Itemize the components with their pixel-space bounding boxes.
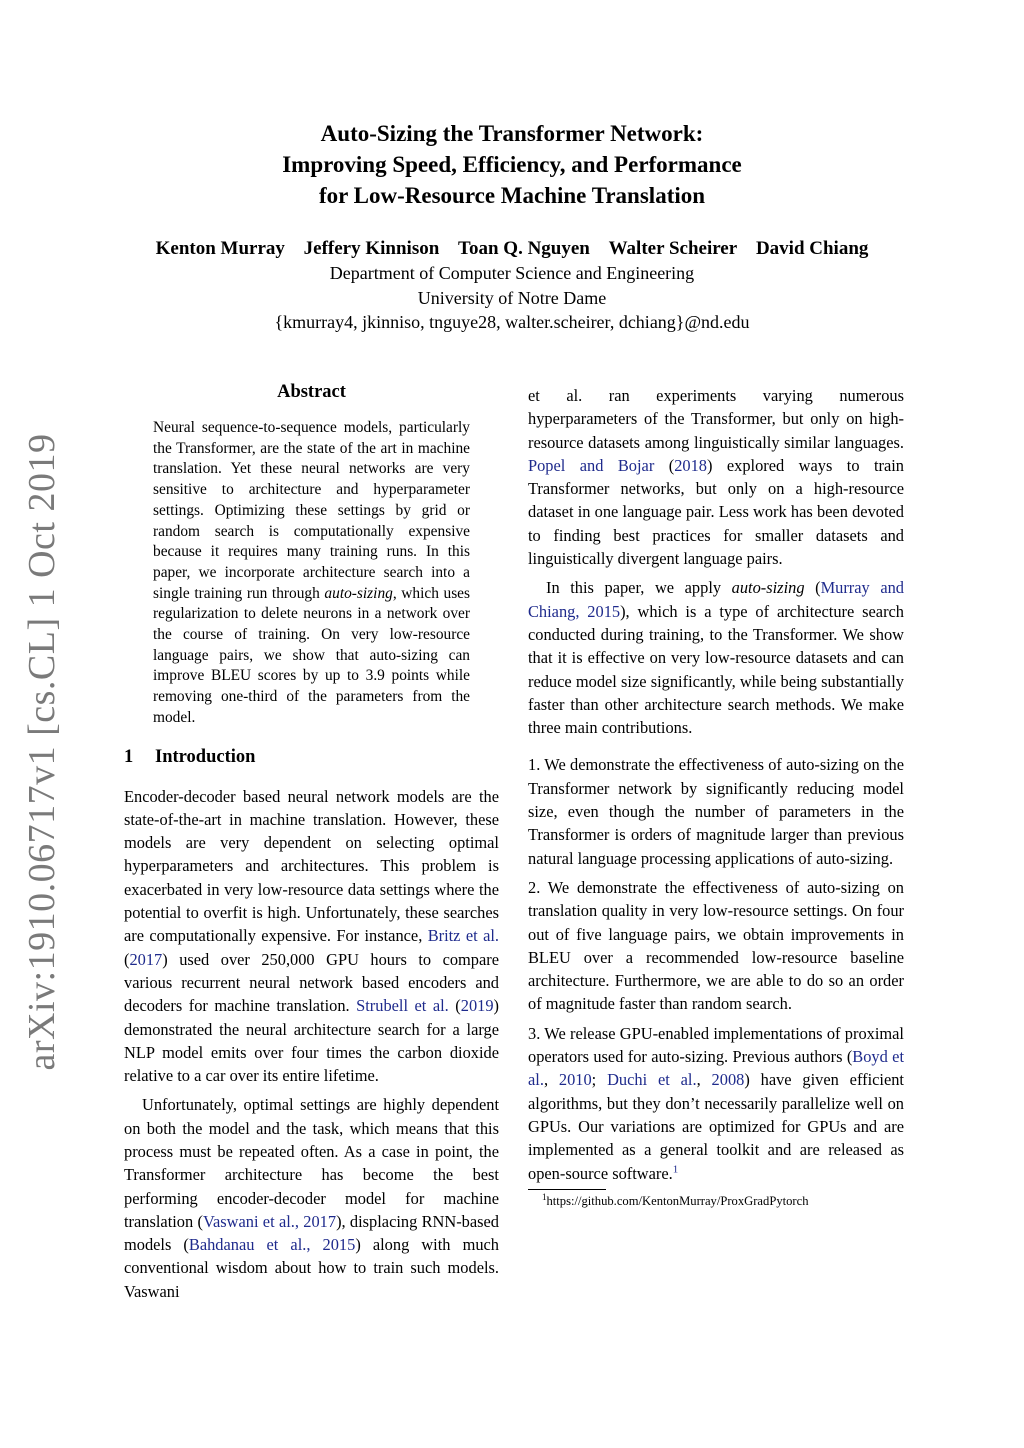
left-column (124, 380, 499, 1303)
paragraph-text: 3. We release GPU-enabled implementations of proximal operators used for auto-sizing. Previous authors ( (528, 1023, 904, 1067)
contribution-1: 1. We demonstrate the effectiveness of auto-sizing on the Transformer network by significantly reducing model size, even though the number of parameters in the Transformer is orders of magnitude larger than previous natural language processing applications of auto-sizing. (528, 755, 904, 868)
citation-vaswani[interactable]: Vaswani et al., 2017 (202, 1211, 337, 1231)
section-heading-introduction (124, 745, 499, 769)
citation-murray-chiang[interactable]: Murray and Chiang, 2015 (528, 578, 904, 621)
citation-popel-name[interactable]: Popel and Bojar (528, 455, 655, 475)
department: Department of Computer Science and Engineering (329, 263, 695, 283)
abstract-text-part: Neural sequence-to-sequence models, particularly the Transformer, are the state of the art in machine translation. Yet these neural networks are very sensitive to architecture and hyperparameter settings. Optimizing these settings by grid or random search is computationally expensive because it requires many training runs. In this paper, we incorporate architecture search into a single training run through (153, 419, 470, 602)
paragraph-text: , (543, 1070, 559, 1090)
contribution-3 (528, 1022, 904, 1185)
footnote-1 (528, 1193, 904, 1210)
intro-paragraph-2-continued (528, 384, 904, 570)
author-name: Kenton Murray (155, 238, 285, 259)
paper-title (0, 118, 1024, 211)
paragraph-text: ( (124, 949, 130, 969)
citation-duchi-name[interactable]: Duchi et al. (607, 1070, 697, 1090)
paragraph-text: , (696, 1070, 712, 1090)
paragraph-text: ) used over 250,000 GPU hours to compare various recurrent neural network based encoders and decoders for machine translation. (124, 949, 499, 1016)
abstract-text-part: , which uses regularization to delete neurons in a network over the course of training. On very low-resource language pairs, we show that auto-sizing can improve BLEU scores by up to 3.9 points while removing one-third of the parameters from the model. (153, 584, 470, 726)
author-name: David Chiang (755, 238, 869, 259)
citation-duchi-year[interactable]: 2008 (711, 1070, 745, 1090)
paragraph-text: ( (804, 578, 821, 598)
citation-boyd-name[interactable]: Boyd et al. (528, 1047, 905, 1090)
intro-paragraph-3 (528, 576, 904, 739)
citation-popel-year[interactable]: 2018 (674, 455, 707, 475)
author-emails: {kmurray4, jkinniso, tnguye28, walter.scheirer, dchiang}@nd.edu (274, 312, 750, 332)
paragraph-text: Unfortunately, optimal settings are highly dependent on both the model and the task, which means that this process must be repeated often. As a case in point, the Transformer architecture has become the best performing encoder-decoder model for machine translation ( (124, 1095, 499, 1231)
section-number: 1 (124, 746, 134, 767)
paragraph-text: ) along with much conventional wisdom about how to train such models. Vaswani (124, 1235, 499, 1301)
abstract-text (153, 418, 470, 729)
author-name: Jeffery Kinnison (303, 238, 440, 259)
citation-strubell-name[interactable]: Strubell et al. (356, 996, 449, 1016)
author-name: Toan Q. Nguyen (458, 238, 590, 259)
paragraph-emphasis: auto-sizing (731, 578, 805, 598)
intro-paragraph-1 (124, 785, 499, 1088)
title-line-1: Auto-Sizing the Transformer Network: (320, 121, 704, 146)
paragraph-text: ) have given efficient algorithms, but they don’t necessarily parallelize well on GPUs. Our variations are optimized for GPUs and are implemented as a general toolkit and are released as open-source software. (528, 1070, 904, 1183)
paragraph-text: ) demonstrated the neural architecture search for a large NLP model emits over four times the carbon dioxide relative to a car over its entire lifetime. (124, 996, 499, 1086)
title-line-3: for Low-Resource Machine Translation (318, 183, 706, 208)
university: University of Notre Dame (417, 287, 607, 308)
abstract-emphasis: auto-sizing (324, 584, 393, 602)
author-list (0, 236, 1024, 261)
footnote-url[interactable]: https://github.com/KentonMurray/ProxGradPytorch (546, 1193, 809, 1208)
author-name: Walter Scheirer (608, 238, 738, 259)
intro-paragraph-2 (124, 1093, 499, 1303)
footnote-marker[interactable]: 1 (672, 1163, 679, 1176)
paragraph-text: Encoder-decoder based neural network models are the state-of-the-art in machine translation. However, these models are very dependent on selecting optimal hyperparameters and architectures. This problem is exacerbated in very low-resource data settings where the potential to overfit is high. Unfortunately, these searches are computationally expensive. For instance, (124, 786, 499, 946)
right-column (528, 384, 904, 1210)
citation-britz-name[interactable]: Britz et al. (427, 926, 499, 946)
paragraph-text: ), displacing RNN-based models ( (124, 1211, 499, 1255)
paragraph-text: ; (591, 1070, 608, 1090)
citation-bahdanau[interactable]: Bahdanau et al., 2015 (188, 1235, 356, 1255)
citation-strubell-year[interactable]: 2019 (460, 996, 494, 1016)
arxiv-stamp-text: arXiv:1910.06717v1 [cs.CL] 1 Oct 2019 (21, 433, 63, 1071)
citation-britz-year[interactable]: 2017 (129, 949, 163, 969)
paragraph-text: ) explored ways to train Transformer networks, but only on a high-resource dataset in one language pair. Less work has been devoted to finding best practices for smaller datasets and linguistically divergent language pairs. (528, 455, 904, 569)
paragraph-text: ( (654, 455, 675, 475)
title-line-2: Improving Speed, Efficiency, and Performance (282, 152, 742, 177)
paragraph-text: ( (448, 996, 461, 1016)
contribution-2: 2. We demonstrate the effectiveness of auto-sizing on translation quality in very low-resource settings. On four out of five language pairs, we obtain improvements in BLEU over a recommended low-resource baseline architecture. Furthermore, we are able to do so an order of magnitude faster than random search. (528, 877, 904, 1014)
paragraph-text: et al. ran experiments varying numerous hyperparameters of the Transformer, but only on high-resource datasets among linguistically similar languages. (528, 386, 904, 452)
paragraph-text: ), which is a type of architecture search conducted during training, to the Transformer. We show that it is effective on very low-resource datasets and can reduce model size significantly, while being substantially faster than other architecture search methods. We make three main contributions. (528, 601, 905, 738)
footnote-divider (528, 1189, 606, 1190)
abstract-heading: Abstract (277, 382, 346, 402)
paragraph-text: In this paper, we apply (546, 578, 732, 598)
affiliation (0, 261, 1024, 335)
section-title: Introduction (155, 746, 256, 767)
footnote-number: 1 (542, 1191, 547, 1202)
citation-boyd-year[interactable]: 2010 (558, 1070, 592, 1090)
